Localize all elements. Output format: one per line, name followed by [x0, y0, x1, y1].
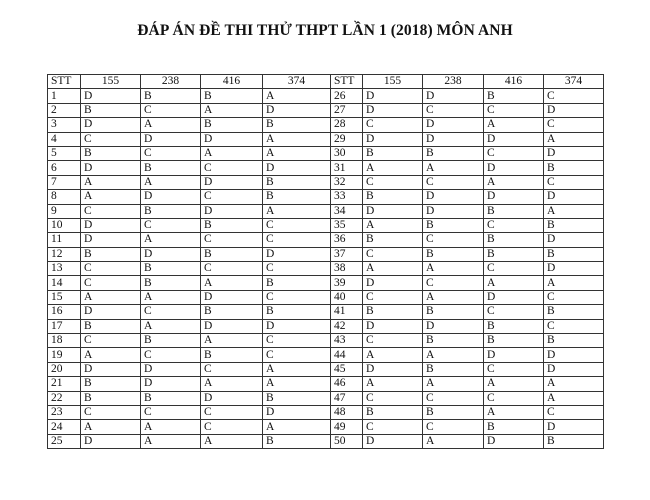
- answer-cell: D: [201, 391, 263, 405]
- answer-cell: A: [201, 276, 263, 290]
- answer-cell: D: [81, 233, 141, 247]
- table-row: [48, 190, 604, 204]
- answer-cell: D: [544, 146, 604, 160]
- answer-cell: D: [484, 190, 544, 204]
- answer-cell: B: [81, 103, 141, 117]
- answer-cell: A: [141, 319, 201, 333]
- table-row: [48, 334, 604, 348]
- answer-cell: C: [141, 103, 201, 117]
- answer-cell: B: [363, 233, 423, 247]
- answer-cell: C: [544, 290, 604, 304]
- answer-cell: D: [363, 89, 423, 103]
- question-number-cell: 46: [331, 377, 363, 391]
- answer-cell: D: [363, 276, 423, 290]
- question-number-cell: 33: [331, 190, 363, 204]
- answer-cell: B: [263, 391, 331, 405]
- answer-cell: C: [544, 118, 604, 132]
- answer-cell: C: [484, 305, 544, 319]
- answer-cell: C: [484, 362, 544, 376]
- table-row: [48, 233, 604, 247]
- answer-cell: A: [81, 175, 141, 189]
- answer-cell: B: [484, 334, 544, 348]
- answer-cell: B: [423, 218, 484, 232]
- answer-cell: D: [363, 362, 423, 376]
- answer-cell: A: [201, 146, 263, 160]
- answer-cell: C: [201, 420, 263, 434]
- table-row: [48, 132, 604, 146]
- question-number-cell: 9: [48, 204, 81, 218]
- answer-cell: A: [484, 118, 544, 132]
- question-number-cell: 41: [331, 305, 363, 319]
- table-row: [48, 434, 604, 448]
- answer-cell: B: [544, 247, 604, 261]
- answer-cell: A: [81, 190, 141, 204]
- question-number-cell: 10: [48, 218, 81, 232]
- answer-cell: D: [141, 377, 201, 391]
- answer-cell: A: [484, 175, 544, 189]
- answer-key-table: [47, 74, 604, 449]
- answer-cell: A: [423, 262, 484, 276]
- answer-cell: C: [423, 175, 484, 189]
- table-row: [48, 218, 604, 232]
- answer-cell: A: [141, 434, 201, 448]
- answer-cell: D: [201, 132, 263, 146]
- answer-cell: A: [263, 89, 331, 103]
- answer-cell: B: [81, 377, 141, 391]
- answer-cell: A: [201, 103, 263, 117]
- table-row: [48, 262, 604, 276]
- answer-cell: B: [81, 146, 141, 160]
- question-number-cell: 12: [48, 247, 81, 261]
- answer-cell: A: [423, 348, 484, 362]
- answer-cell: C: [141, 218, 201, 232]
- answer-cell: D: [544, 420, 604, 434]
- table-row: [48, 118, 604, 132]
- question-number-cell: 5: [48, 146, 81, 160]
- answer-cell: B: [201, 348, 263, 362]
- answer-cell: A: [141, 420, 201, 434]
- answer-cell: C: [201, 190, 263, 204]
- answer-cell: C: [263, 348, 331, 362]
- column-header-exam-code: 374: [544, 75, 604, 89]
- answer-cell: D: [363, 132, 423, 146]
- answer-cell: B: [141, 276, 201, 290]
- answer-cell: C: [263, 218, 331, 232]
- question-number-cell: 17: [48, 319, 81, 333]
- answer-cell: A: [141, 233, 201, 247]
- answer-cell: C: [544, 89, 604, 103]
- question-number-cell: 45: [331, 362, 363, 376]
- answer-cell: B: [363, 190, 423, 204]
- answer-cell: A: [484, 377, 544, 391]
- answer-cell: B: [544, 305, 604, 319]
- answer-cell: D: [141, 362, 201, 376]
- answer-cell: B: [544, 434, 604, 448]
- answer-cell: C: [484, 262, 544, 276]
- table-row: [48, 103, 604, 117]
- answer-cell: C: [484, 218, 544, 232]
- question-number-cell: 37: [331, 247, 363, 261]
- answer-cell: C: [363, 420, 423, 434]
- answer-cell: D: [81, 218, 141, 232]
- answer-cell: A: [263, 146, 331, 160]
- answer-cell: C: [363, 334, 423, 348]
- answer-cell: A: [363, 377, 423, 391]
- answer-cell: C: [201, 233, 263, 247]
- question-number-cell: 25: [48, 434, 81, 448]
- answer-cell: D: [423, 118, 484, 132]
- answer-cell: B: [544, 218, 604, 232]
- answer-cell: B: [141, 262, 201, 276]
- answer-cell: D: [363, 434, 423, 448]
- answer-cell: B: [484, 89, 544, 103]
- answer-cell: C: [263, 262, 331, 276]
- answer-cell: B: [81, 319, 141, 333]
- column-header-exam-code: 155: [81, 75, 141, 89]
- answer-cell: C: [141, 305, 201, 319]
- answer-cell: B: [81, 247, 141, 261]
- answer-cell: B: [263, 305, 331, 319]
- answer-cell: B: [423, 305, 484, 319]
- answer-cell: B: [363, 146, 423, 160]
- question-number-cell: 29: [331, 132, 363, 146]
- answer-cell: D: [263, 405, 331, 419]
- answer-cell: A: [81, 348, 141, 362]
- answer-cell: A: [263, 132, 331, 146]
- answer-cell: B: [141, 334, 201, 348]
- question-number-cell: 19: [48, 348, 81, 362]
- column-header-exam-code: 374: [263, 75, 331, 89]
- question-number-cell: 21: [48, 377, 81, 391]
- question-number-cell: 49: [331, 420, 363, 434]
- answer-cell: C: [544, 175, 604, 189]
- column-header-stt: STT: [48, 75, 81, 89]
- answer-cell: B: [141, 391, 201, 405]
- question-number-cell: 6: [48, 161, 81, 175]
- answer-cell: A: [423, 290, 484, 304]
- answer-cell: D: [81, 118, 141, 132]
- question-number-cell: 4: [48, 132, 81, 146]
- answer-cell: D: [81, 305, 141, 319]
- answer-cell: C: [81, 132, 141, 146]
- answer-cell: B: [141, 89, 201, 103]
- answer-cell: C: [363, 290, 423, 304]
- table-header-row: [48, 75, 604, 89]
- question-number-cell: 22: [48, 391, 81, 405]
- answer-cell: B: [484, 247, 544, 261]
- answer-cell: C: [484, 103, 544, 117]
- question-number-cell: 35: [331, 218, 363, 232]
- question-number-cell: 34: [331, 204, 363, 218]
- answer-cell: C: [363, 247, 423, 261]
- question-number-cell: 50: [331, 434, 363, 448]
- answer-cell: C: [423, 391, 484, 405]
- answer-cell: B: [484, 319, 544, 333]
- answer-cell: C: [201, 161, 263, 175]
- question-number-cell: 1: [48, 89, 81, 103]
- answer-cell: D: [544, 362, 604, 376]
- answer-cell: C: [81, 334, 141, 348]
- answer-cell: D: [484, 434, 544, 448]
- answer-cell: C: [201, 405, 263, 419]
- answer-cell: C: [81, 262, 141, 276]
- answer-cell: B: [484, 420, 544, 434]
- answer-cell: B: [544, 334, 604, 348]
- question-number-cell: 42: [331, 319, 363, 333]
- answer-cell: A: [81, 290, 141, 304]
- question-number-cell: 27: [331, 103, 363, 117]
- question-number-cell: 36: [331, 233, 363, 247]
- question-number-cell: 7: [48, 175, 81, 189]
- column-header-exam-code: 416: [484, 75, 544, 89]
- answer-cell: C: [484, 391, 544, 405]
- answer-cell: A: [81, 420, 141, 434]
- table-row: [48, 391, 604, 405]
- question-number-cell: 16: [48, 305, 81, 319]
- answer-cell: D: [141, 247, 201, 261]
- answer-cell: B: [263, 276, 331, 290]
- answer-cell: C: [423, 233, 484, 247]
- answer-cell: C: [141, 146, 201, 160]
- answer-cell: D: [423, 89, 484, 103]
- answer-cell: D: [544, 103, 604, 117]
- table-row: [48, 161, 604, 175]
- answer-cell: B: [484, 233, 544, 247]
- answer-cell: B: [423, 362, 484, 376]
- question-number-cell: 31: [331, 161, 363, 175]
- answer-cell: B: [141, 161, 201, 175]
- answer-cell: D: [141, 132, 201, 146]
- table-row: [48, 405, 604, 419]
- answer-cell: D: [81, 362, 141, 376]
- answer-cell: A: [263, 377, 331, 391]
- question-number-cell: 14: [48, 276, 81, 290]
- answer-cell: D: [81, 161, 141, 175]
- answer-cell: D: [423, 190, 484, 204]
- answer-cell: D: [423, 204, 484, 218]
- answer-cell: A: [141, 290, 201, 304]
- answer-cell: D: [201, 319, 263, 333]
- table-row: [48, 305, 604, 319]
- answer-cell: A: [363, 348, 423, 362]
- answer-cell: D: [263, 319, 331, 333]
- answer-cell: B: [81, 391, 141, 405]
- answer-cell: C: [363, 118, 423, 132]
- answer-cell: D: [141, 190, 201, 204]
- question-number-cell: 23: [48, 405, 81, 419]
- answer-cell: A: [363, 161, 423, 175]
- answer-cell: A: [263, 362, 331, 376]
- column-header-exam-code: 155: [363, 75, 423, 89]
- answer-cell: B: [423, 405, 484, 419]
- answer-cell: A: [201, 434, 263, 448]
- table-row: [48, 89, 604, 103]
- question-number-cell: 2: [48, 103, 81, 117]
- table-row: [48, 377, 604, 391]
- question-number-cell: 3: [48, 118, 81, 132]
- question-number-cell: 48: [331, 405, 363, 419]
- answer-cell: A: [201, 377, 263, 391]
- answer-cell: A: [544, 391, 604, 405]
- answer-cell: D: [363, 319, 423, 333]
- answer-cell: D: [363, 103, 423, 117]
- answer-cell: D: [201, 175, 263, 189]
- answer-cell: D: [423, 132, 484, 146]
- answer-cell: A: [263, 204, 331, 218]
- answer-cell: C: [81, 204, 141, 218]
- answer-cell: B: [201, 118, 263, 132]
- answer-cell: B: [201, 89, 263, 103]
- question-number-cell: 18: [48, 334, 81, 348]
- answer-cell: D: [363, 204, 423, 218]
- answer-cell: B: [423, 247, 484, 261]
- question-number-cell: 40: [331, 290, 363, 304]
- answer-cell: B: [423, 334, 484, 348]
- table-row: [48, 247, 604, 261]
- answer-cell: C: [484, 146, 544, 160]
- answer-cell: B: [201, 218, 263, 232]
- table-row: [48, 276, 604, 290]
- answer-cell: A: [544, 204, 604, 218]
- answer-cell: C: [263, 334, 331, 348]
- question-number-cell: 47: [331, 391, 363, 405]
- answer-cell: D: [544, 262, 604, 276]
- answer-cell: C: [141, 405, 201, 419]
- answer-cell: A: [423, 434, 484, 448]
- answer-cell: A: [363, 218, 423, 232]
- answer-cell: D: [423, 319, 484, 333]
- answer-cell: D: [544, 233, 604, 247]
- answer-cell: D: [263, 161, 331, 175]
- table-row: [48, 420, 604, 434]
- question-number-cell: 28: [331, 118, 363, 132]
- question-number-cell: 20: [48, 362, 81, 376]
- answer-cell: C: [201, 262, 263, 276]
- column-header-stt: STT: [331, 75, 363, 89]
- page-title: ĐÁP ÁN ĐỀ THI THỬ THPT LẦN 1 (2018) MÔN ANH: [137, 22, 513, 39]
- answer-cell: C: [423, 103, 484, 117]
- answer-cell: D: [201, 204, 263, 218]
- answer-cell: C: [363, 175, 423, 189]
- table-row: [48, 175, 604, 189]
- answer-cell: D: [544, 190, 604, 204]
- answer-cell: A: [141, 175, 201, 189]
- answer-cell: D: [544, 348, 604, 362]
- answer-cell: D: [484, 132, 544, 146]
- question-number-cell: 26: [331, 89, 363, 103]
- answer-cell: C: [201, 362, 263, 376]
- column-header-exam-code: 238: [423, 75, 484, 89]
- answer-cell: B: [363, 405, 423, 419]
- table-row: [48, 204, 604, 218]
- question-number-cell: 39: [331, 276, 363, 290]
- answer-cell: C: [363, 391, 423, 405]
- answer-cell: A: [141, 118, 201, 132]
- question-number-cell: 8: [48, 190, 81, 204]
- answer-cell: A: [423, 377, 484, 391]
- answer-cell: A: [544, 377, 604, 391]
- answer-cell: B: [423, 146, 484, 160]
- answer-cell: D: [484, 290, 544, 304]
- question-number-cell: 11: [48, 233, 81, 247]
- answer-cell: C: [423, 420, 484, 434]
- question-number-cell: 30: [331, 146, 363, 160]
- question-number-cell: 44: [331, 348, 363, 362]
- answer-cell: B: [363, 305, 423, 319]
- column-header-exam-code: 238: [141, 75, 201, 89]
- answer-cell: D: [484, 348, 544, 362]
- answer-cell: B: [263, 190, 331, 204]
- question-number-cell: 15: [48, 290, 81, 304]
- question-number-cell: 32: [331, 175, 363, 189]
- answer-cell: A: [484, 405, 544, 419]
- answer-cell: C: [423, 276, 484, 290]
- answer-cell: A: [363, 262, 423, 276]
- answer-cell: B: [263, 118, 331, 132]
- answer-cell: D: [263, 103, 331, 117]
- column-header-exam-code: 416: [201, 75, 263, 89]
- answer-cell: B: [201, 247, 263, 261]
- table-row: [48, 290, 604, 304]
- answer-cell: B: [263, 434, 331, 448]
- answer-cell: C: [544, 405, 604, 419]
- answer-cell: B: [201, 305, 263, 319]
- answer-cell: A: [544, 276, 604, 290]
- answer-cell: C: [141, 348, 201, 362]
- answer-cell: B: [484, 204, 544, 218]
- question-number-cell: 24: [48, 420, 81, 434]
- question-number-cell: 43: [331, 334, 363, 348]
- answer-cell: B: [141, 204, 201, 218]
- answer-cell: D: [201, 290, 263, 304]
- question-number-cell: 13: [48, 262, 81, 276]
- answer-cell: A: [201, 334, 263, 348]
- answer-cell: A: [263, 420, 331, 434]
- answer-cell: B: [544, 161, 604, 175]
- answer-cell: C: [263, 233, 331, 247]
- table-row: [48, 362, 604, 376]
- answer-cell: D: [484, 161, 544, 175]
- answer-cell: C: [81, 405, 141, 419]
- answer-cell: D: [263, 247, 331, 261]
- table-row: [48, 146, 604, 160]
- answer-cell: C: [544, 319, 604, 333]
- answer-cell: B: [263, 175, 331, 189]
- answer-cell: C: [263, 290, 331, 304]
- answer-cell: A: [484, 276, 544, 290]
- answer-cell: D: [81, 434, 141, 448]
- answer-cell: D: [81, 89, 141, 103]
- question-number-cell: 38: [331, 262, 363, 276]
- answer-cell: A: [423, 161, 484, 175]
- answer-cell: C: [81, 276, 141, 290]
- table-row: [48, 319, 604, 333]
- table-row: [48, 348, 604, 362]
- answer-cell: A: [544, 132, 604, 146]
